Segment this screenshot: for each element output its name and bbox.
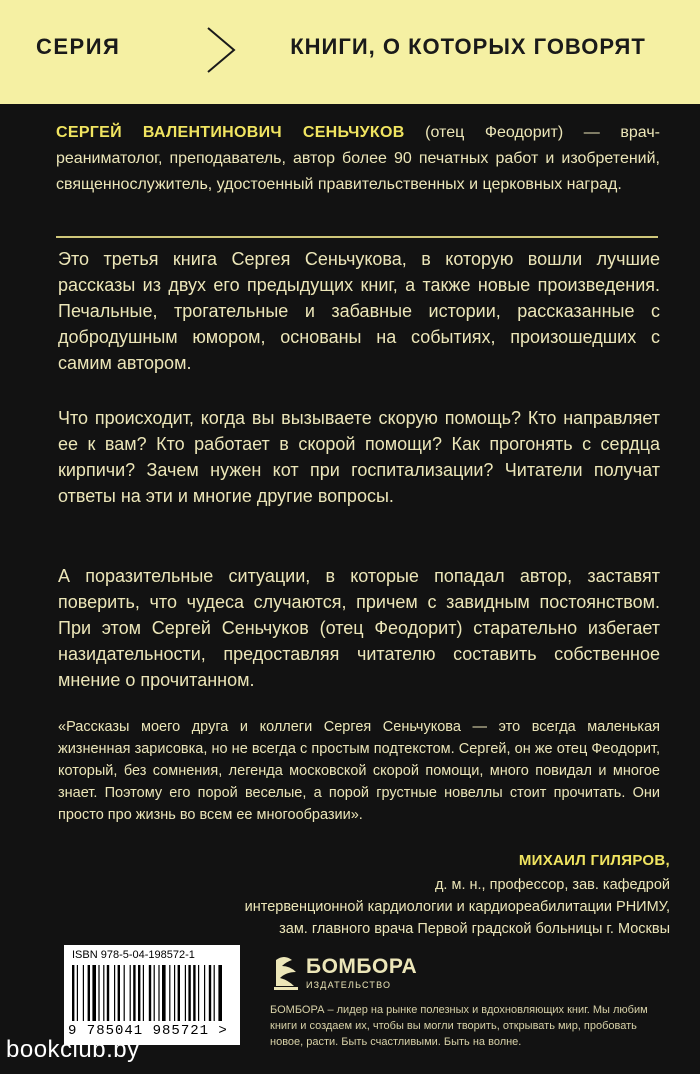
chevron-right-icon: [200, 24, 240, 76]
reviewer-title-line-3: зам. главного врача Первой градской больницы г. Москвы: [279, 921, 670, 937]
publisher-logo: [272, 950, 432, 996]
site-watermark: bookclub.by: [6, 1036, 140, 1063]
reviewer-name: МИХАИЛ ГИЛЯРОВ,: [518, 852, 670, 869]
isbn-label: ISBN 978-5-04-198572-1: [72, 949, 195, 961]
author-bio: [56, 120, 660, 198]
divider: [56, 236, 658, 238]
publisher-description: БОМБОРА – лидер на рынке полезных и вдохновляющих книг. Мы любим книги и создаем их, чтобы вы могли творить, открывать мир, пробовать новое, расти. Быть счастливыми. Быть на волне.: [270, 1004, 648, 1048]
barcode-digits: 9 785041 985721 >: [68, 1023, 228, 1039]
series-band: [0, 0, 700, 104]
reviewer-title-line-1: д. м. н., профессор, зав. кафедрой: [434, 877, 670, 893]
author-name: СЕРГЕЙ ВАЛЕНТИНОВИЧ СЕНЬЧУКОВ: [56, 124, 405, 141]
review-quote: «Рассказы моего друга и коллеги Сергея Сеньчукова — это всегда маленькая жизненная зарисовка, но не всегда с простым подтекстом. Сергей, он же отец Феодорит, который, без сомнения, легенда московской скорой помощи, много повидал и многое знает. Поэтому его порой веселые, а порой грустные новеллы стоит прочитать. Они просто про жизнь во всем ее многообразии».: [58, 719, 660, 823]
series-label: СЕРИЯ: [36, 34, 121, 59]
review-signature: [245, 850, 670, 940]
bombora-wave-icon: [272, 952, 302, 992]
annotation-paragraph-3: А поразительные ситуации, в которые попадал автор, заставят поверить, что чудеса случаются, причем с завидным постоянством. При этом Сергей Сеньчуков (отец Феодорит) старательно избегает назидательности, предоставляя читателю составить собственное мнение о прочитанном.: [58, 566, 660, 690]
reviewer-title-line-2: интервенционной кардиологии и кардиореабилитации РНИМУ,: [244, 899, 670, 915]
publisher-sub: ИЗДАТЕЛЬСТВО: [306, 980, 392, 990]
annotation-paragraph-1: Это третья книга Сергея Сеньчукова, в которую вошли лучшие рассказы из двух его предыдущих книг, а также новые произведения. Печальные, трогательные и забавные истории, рассказанные с добродушным юмором, основаны на событиях, произошедших с самим автором.: [58, 249, 660, 373]
isbn-barcode: [64, 945, 240, 1045]
barcode-bars: [70, 965, 234, 1023]
annotation-paragraph-2: Что происходит, когда вы вызываете скорую помощь? Кто направляет ее к вам? Кто работает в скорой помощи? Как прогонять с сердца кирпичи? Зачем нужен кот при госпитализации? Читатели получат ответы на эти и многие другие вопросы.: [58, 408, 660, 506]
series-title: КНИГИ, О КОТОРЫХ ГОВОРЯТ: [290, 34, 646, 59]
author-bio-text: (отец Феодорит) — врач-реаниматолог, преподаватель, автор более 90 печатных работ и изобретений, священнослужитель, удостоенный правительственных и церковных наград.: [56, 124, 660, 193]
publisher-brand: БОМБОРА: [306, 955, 418, 978]
